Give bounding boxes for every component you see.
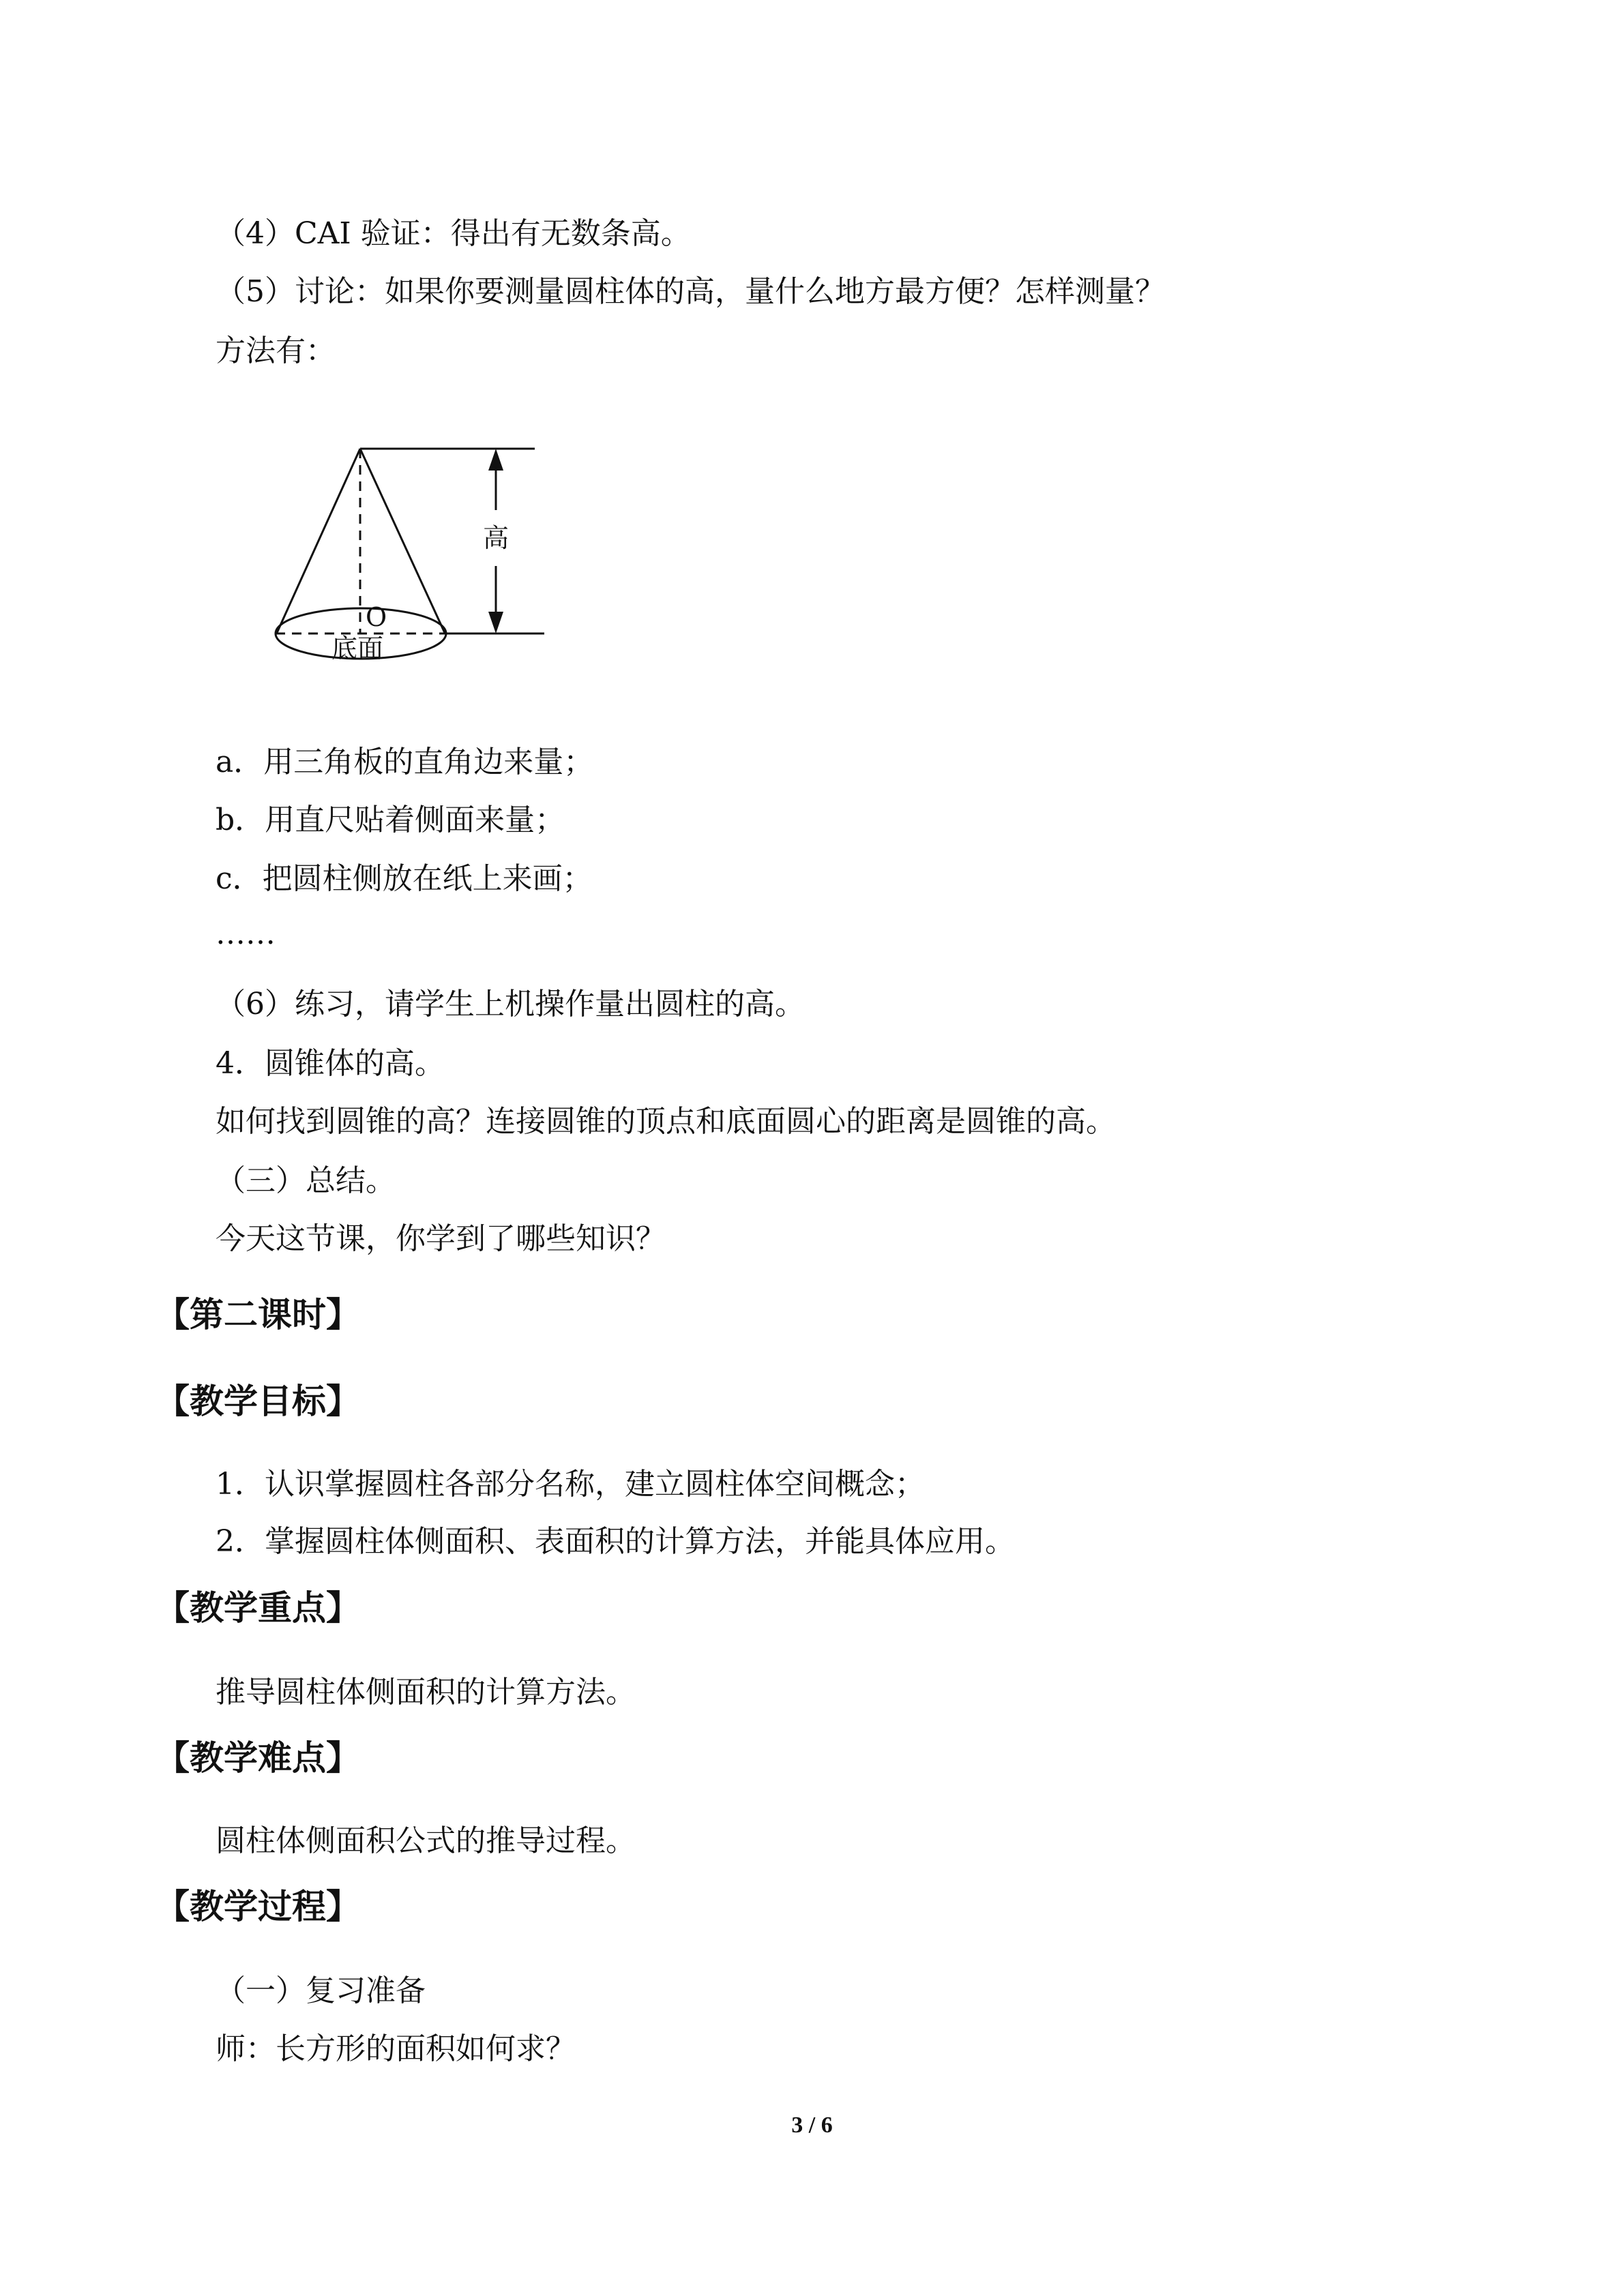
height-arrowhead-up <box>488 449 503 471</box>
method-c: c．把圆柱侧放在纸上来画； <box>216 861 593 896</box>
text-line-find-height: 如何找到圆锥的高？连接圆锥的顶点和底面圆心的距离是圆锥的高。 <box>216 1104 1116 1139</box>
text-line-cai: （4）CAI 验证：得出有无数条高。 <box>216 216 691 251</box>
method-b: b．用直尺贴着侧面来量； <box>216 803 565 837</box>
page-number: 3 / 6 <box>791 2113 833 2138</box>
center-label: O <box>366 602 387 632</box>
text-line-summary: （三）总结。 <box>216 1163 396 1198</box>
cone-left-side <box>277 449 360 633</box>
method-ellipsis: …… <box>216 916 276 951</box>
heading-second-lesson: 【第二课时】 <box>156 1295 360 1335</box>
process-question: 师：长方形的面积如何求？ <box>216 2031 576 2066</box>
text-line-cone-height: 4．圆锥体的高。 <box>216 1046 445 1081</box>
text-line-practice: （6）练习，请学生上机操作量出圆柱的高。 <box>216 987 805 1022</box>
heading-teaching-process: 【教学过程】 <box>156 1887 360 1926</box>
process-review: （一）复习准备 <box>216 1973 426 2008</box>
cone-diagram <box>266 430 566 696</box>
base-label: 底面 <box>331 633 384 664</box>
difficulty-text: 圆柱体侧面积公式的推导过程。 <box>216 1823 636 1858</box>
height-label: 高 <box>483 523 510 553</box>
heading-teaching-goals: 【教学目标】 <box>156 1382 360 1421</box>
heading-key-point: 【教学重点】 <box>156 1588 360 1628</box>
text-line-discussion: （5）讨论：如果你要测量圆柱体的高，量什么地方最方便？怎样测量？ <box>216 274 1165 309</box>
text-line-today: 今天这节课，你学到了哪些知识？ <box>216 1221 666 1256</box>
key-point-text: 推导圆柱体侧面积的计算方法。 <box>216 1675 636 1710</box>
goal-item-2: 2．掌握圆柱体侧面积、表面积的计算方法，并能具体应用。 <box>216 1524 1015 1559</box>
text-line-methods: 方法有： <box>216 333 336 368</box>
height-arrowhead-down <box>488 612 503 633</box>
heading-difficulty: 【教学难点】 <box>156 1738 360 1778</box>
method-a: a．用三角板的直角边来量； <box>216 745 594 779</box>
goal-item-1: 1．认识掌握圆柱各部分名称，建立圆柱体空间概念； <box>216 1467 925 1502</box>
